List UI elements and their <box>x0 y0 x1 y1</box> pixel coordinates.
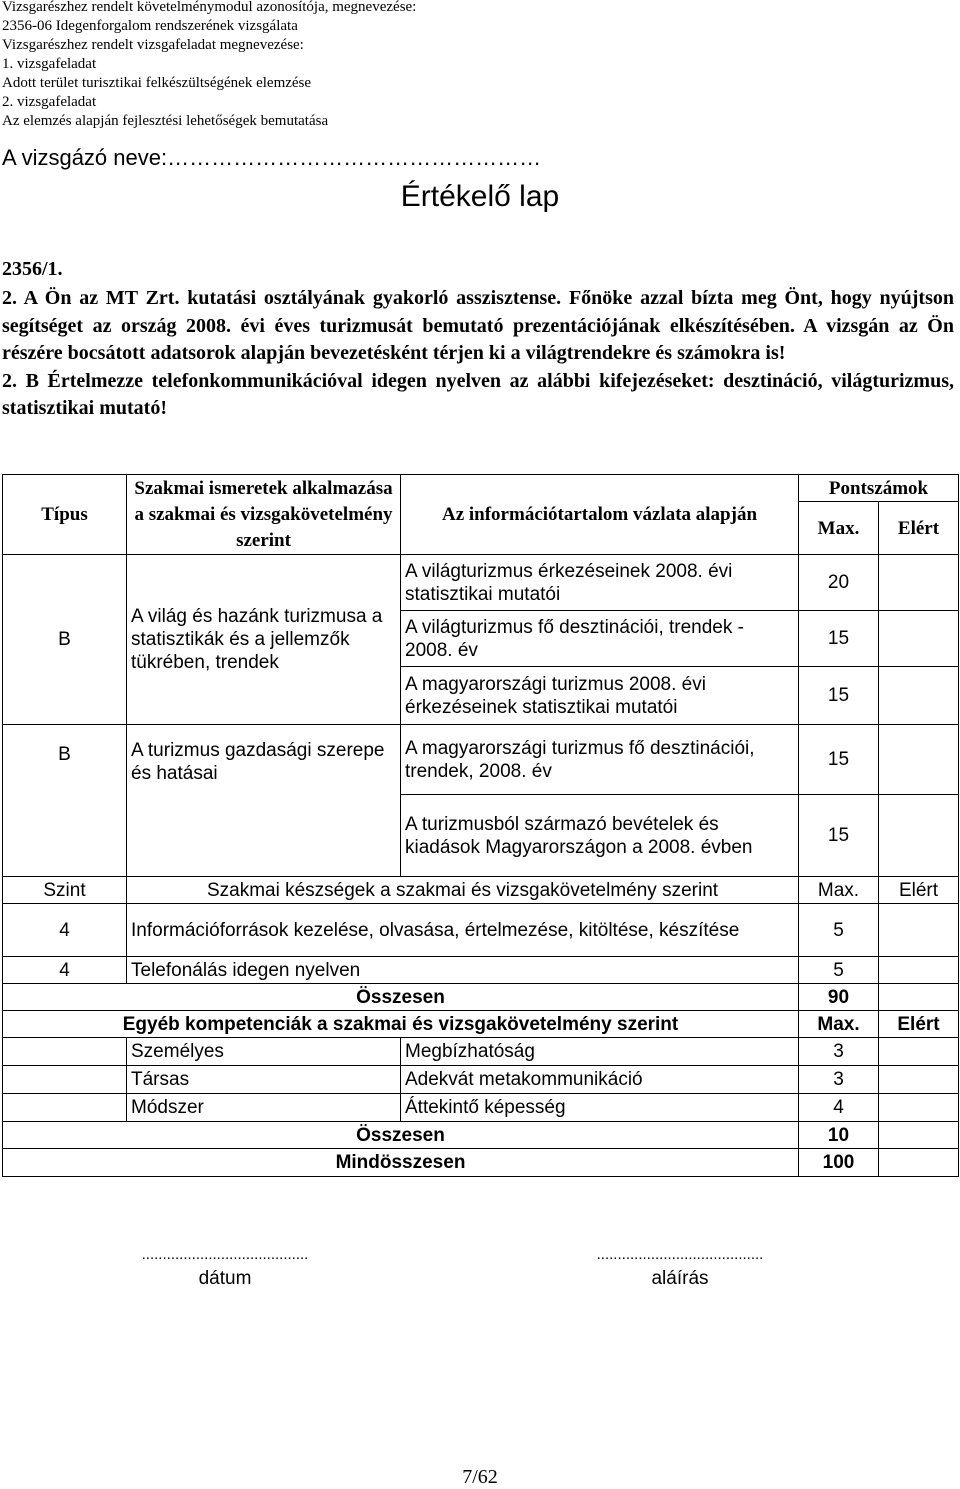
other-elert-header: Elért <box>879 1011 959 1038</box>
col-elert-header: Elért <box>879 502 959 555</box>
row-info: A magyarországi turizmus fő desztinációi, trendek, 2008. év <box>401 725 799 795</box>
row-info: A turizmusból származó bevételek és kiadások Magyarországon a 2008. évben <box>401 795 799 877</box>
header-line: 2356-06 Idegenforgalom rendszerének vizsgálata <box>2 18 298 34</box>
skills-elert-header: Elért <box>879 877 959 904</box>
other-total-elert-cell[interactable] <box>879 1122 959 1149</box>
row-topic: A turizmus gazdasági szerepe és hatásai <box>127 725 401 877</box>
competence-max: 4 <box>799 1094 879 1122</box>
skill-max: 5 <box>799 957 879 984</box>
grand-total: 100 <box>799 1149 879 1177</box>
skills-header: Szakmai készségek a szakmai és vizsgakövetelmény szerint <box>127 877 799 904</box>
task-description <box>2 285 954 423</box>
row-elert-cell[interactable] <box>879 725 959 795</box>
competence-type: Módszer <box>127 1094 401 1122</box>
skills-szint-header: Szint <box>3 877 127 904</box>
row-info: A magyarországi turizmus 2008. évi érkezéseinek statisztikai mutatói <box>401 667 799 725</box>
task-paragraph-a: 2. A Ön az MT Zrt. kutatási osztályának gyakorló asszisztense. Főnöke azzal bízta meg Önt, hogy nyújtson segítséget az ország 2008. évi éves turizmusát bemutató prezentációjának elkészítésében. A vizsgán az Ön részére bocsátott adatsorok alapján bevezetésként térjen ki a világtrendekre és számokra is! <box>2 287 954 364</box>
header-line: Az elemzés alapján fejlesztési lehetőségek bemutatása <box>2 113 329 129</box>
competence-elert-cell[interactable] <box>879 1094 959 1122</box>
other-max-header: Max. <box>799 1011 879 1038</box>
header-line: 1. vizsgafeladat <box>2 56 97 72</box>
competence-label: Adekvát metakommunikáció <box>401 1066 799 1094</box>
other-spacer <box>3 1066 127 1094</box>
skill-label: Információforrások kezelése, olvasása, értelmezése, kitöltése, készítése <box>127 904 799 957</box>
header-line: Vizsgarészhez rendelt vizsgafeladat megnevezése: <box>2 37 304 53</box>
skills-max-header: Max. <box>799 877 879 904</box>
task-code: 2356/1. <box>2 258 63 280</box>
task-paragraph-b: 2. B Értelmezze telefonkommunikációval idegen nyelven az alábbi kifejezéseket: desztináció, világturizmus, statisztikai mutató! <box>2 369 954 419</box>
evaluation-table <box>2 474 959 1177</box>
skills-total: 90 <box>799 984 879 1011</box>
row-info: A világturizmus fő desztinációi, trendek - 2008. év <box>401 611 799 667</box>
row-topic: A világ és hazánk turizmusa a statisztikák és a jellemzők tükrében, trendek <box>127 555 401 725</box>
other-total-label: Összesen <box>3 1122 799 1149</box>
other-spacer <box>3 1094 127 1122</box>
page-title: Értékelő lap <box>400 180 560 213</box>
skill-level: 4 <box>3 904 127 957</box>
col-info-header: Az információtartalom vázlata alapján <box>401 475 799 555</box>
row-max: 15 <box>799 611 879 667</box>
other-spacer <box>3 1038 127 1066</box>
signature-label: aláírás <box>651 1268 709 1289</box>
page-number: 7/62 <box>462 1466 498 1488</box>
competence-type: Személyes <box>127 1038 401 1066</box>
row-max: 15 <box>799 667 879 725</box>
skills-total-elert-cell[interactable] <box>879 984 959 1011</box>
skill-elert-cell[interactable] <box>879 957 959 984</box>
other-total: 10 <box>799 1122 879 1149</box>
row-max: 15 <box>799 725 879 795</box>
competence-label: Megbízhatóság <box>401 1038 799 1066</box>
col-szakmai-header: Szakmai ismeretek alkalmazása a szakmai és vizsgakövetelmény szerint <box>127 475 401 555</box>
row-elert-cell[interactable] <box>879 667 959 725</box>
header-block <box>2 0 702 131</box>
date-label: dátum <box>198 1268 252 1289</box>
competence-max: 3 <box>799 1066 879 1094</box>
skill-label: Telefonálás idegen nyelven <box>127 957 799 984</box>
header-line: Vizsgarészhez rendelt követelménymodul azonosítója, megnevezése: <box>2 0 417 15</box>
header-line: Adott terület turisztikai felkészültségének elemzése <box>2 75 312 91</box>
skill-max: 5 <box>799 904 879 957</box>
date-dots: ........................................ <box>141 1246 309 1263</box>
row-elert-cell[interactable] <box>879 795 959 877</box>
competence-label: Áttekintő képesség <box>401 1094 799 1122</box>
row-info: A világturizmus érkezéseinek 2008. évi statisztikai mutatói <box>401 555 799 611</box>
header-line: 2. vizsgafeladat <box>2 94 97 110</box>
grand-total-label: Mindösszesen <box>3 1149 799 1177</box>
skill-level: 4 <box>3 957 127 984</box>
row-max: 20 <box>799 555 879 611</box>
signature-dots: ........................................ <box>596 1246 764 1263</box>
skills-total-label: Összesen <box>3 984 799 1011</box>
competence-elert-cell[interactable] <box>879 1066 959 1094</box>
col-max-header: Max. <box>799 502 879 555</box>
row-max: 15 <box>799 795 879 877</box>
candidate-name-field: A vizsgázó neve:…………………………………………… <box>2 145 542 170</box>
grand-total-elert-cell[interactable] <box>879 1149 959 1177</box>
row-elert-cell[interactable] <box>879 611 959 667</box>
competence-type: Társas <box>127 1066 401 1094</box>
row-elert-cell[interactable] <box>879 555 959 611</box>
row-type: B <box>3 725 127 877</box>
col-tipus-header: Típus <box>3 475 127 555</box>
col-pontszamok-header: Pontszámok <box>799 475 959 502</box>
competence-max: 3 <box>799 1038 879 1066</box>
other-header: Egyéb kompetenciák a szakmai és vizsgakövetelmény szerint <box>3 1011 799 1038</box>
skill-elert-cell[interactable] <box>879 904 959 957</box>
row-type: B <box>3 555 127 725</box>
competence-elert-cell[interactable] <box>879 1038 959 1066</box>
